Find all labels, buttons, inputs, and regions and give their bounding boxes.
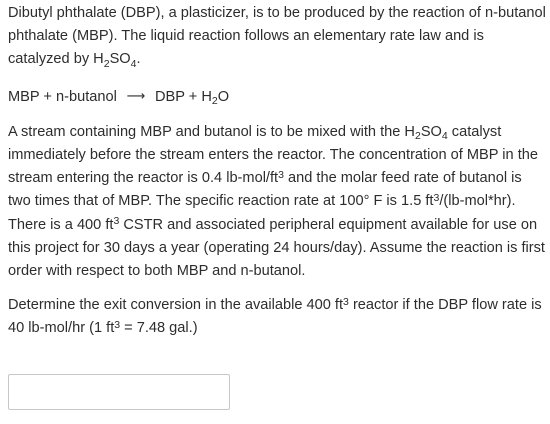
question-text [8,0,546,341]
answer-input[interactable] [8,374,230,410]
conditions-paragraph: A stream containing MBP and butanol is to be mixed with the $H_2SO_4$ catalyst immediately before the stream enters the reactor. The concentration of MBP in the stream entering the reactor is 0.4 $lb-mol/ft^3$ and the molar feed rate of butanol is two times that of MBP. The specific reaction rate at 100° F is 1.5 $ft^3/(lb-mol*hr)$. There is a 400 $ft^3$ CSTR and associated peripheral equipment available for use on this project for 30 days a year (operating 24 hours/day). Assume the reaction is first order with respect to both MBP and n-butanol. [8,123,545,280]
task-paragraph: Determine the exit conversion in the available 400 $ft^3$ reactor if the DBP flow rate is 40 lb-mol/hr (1 $ft^3 = 7.48$ gal.) [8,295,542,337]
intro-paragraph: Dibutyl phthalate (DBP), a plasticizer, is to be produced by the reaction of n-butanol phthalate (MBP). The liquid reaction follows an elementary rate law and is catalyzed by $H_2SO_4$. [8,5,546,70]
reaction-arrow-icon: ⟶ [126,87,146,103]
reaction-equation: MBP + n-butanol ⟶ DBP + $H_2O$ [8,84,546,109]
